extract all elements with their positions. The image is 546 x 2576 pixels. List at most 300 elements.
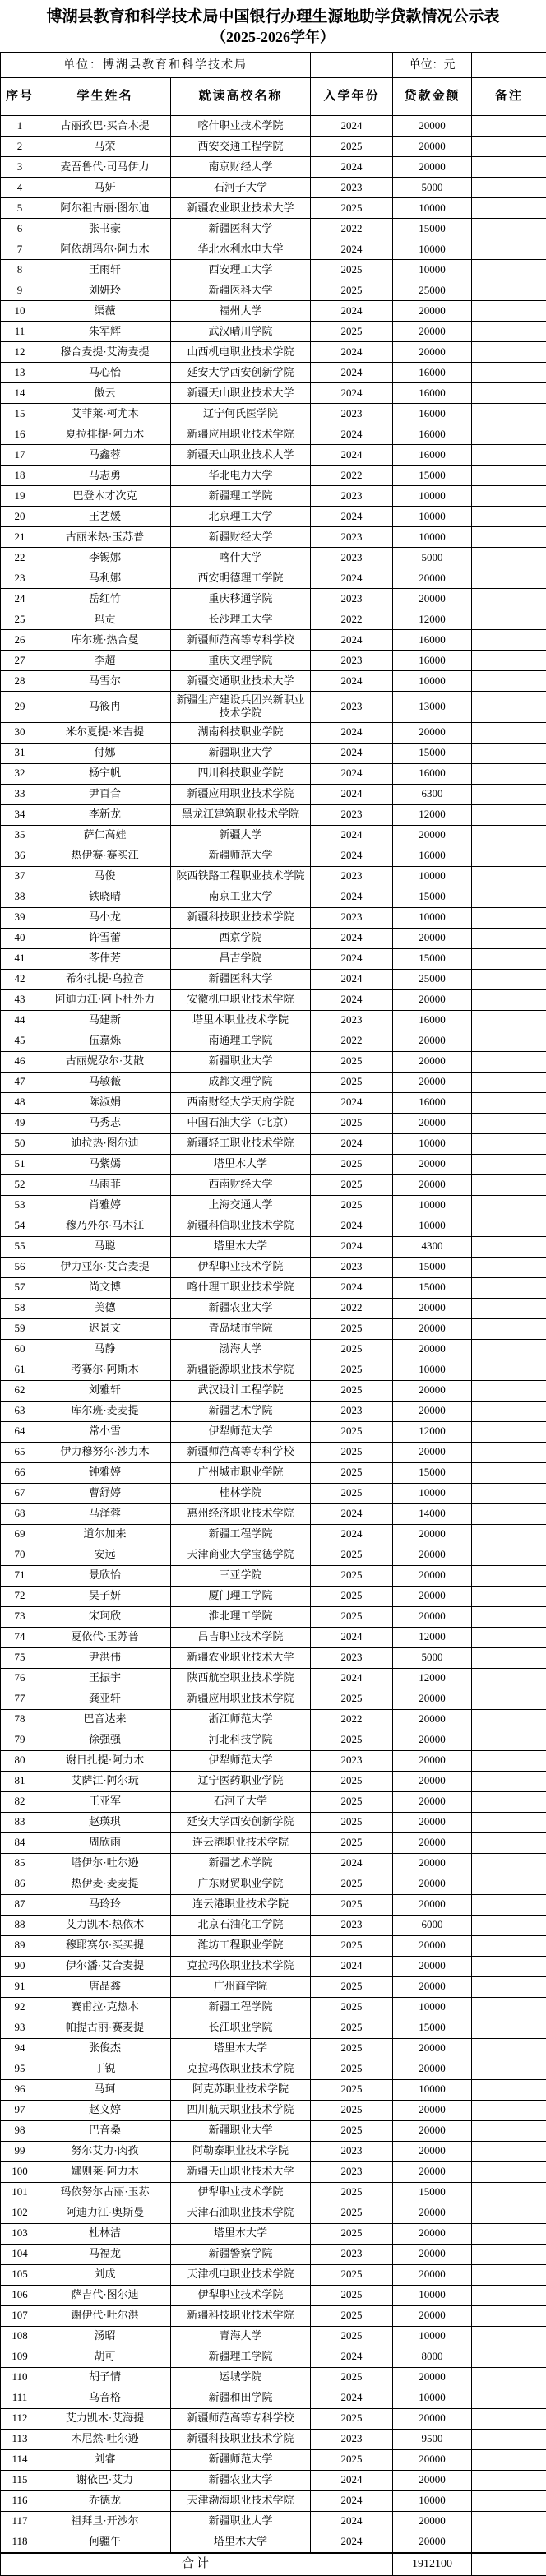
cell-enroll-year: 2025 [311, 1730, 393, 1750]
cell-student-name: 杨宇帆 [39, 763, 171, 784]
cell-loan-amount: 20000 [393, 1339, 472, 1360]
table-row [1, 2244, 546, 2264]
cell-student-name: 徐强强 [39, 1730, 171, 1750]
cell-enroll-year: 2023 [311, 1915, 393, 1935]
cell-seq: 103 [1, 2223, 39, 2244]
table-row [1, 383, 546, 404]
cell-seq: 116 [1, 2490, 39, 2511]
table-row [1, 2223, 546, 2244]
cell-remark [472, 507, 546, 527]
cell-loan-amount: 20000 [393, 2367, 472, 2388]
cell-seq: 13 [1, 363, 39, 383]
table-row [1, 692, 546, 723]
cell-seq: 112 [1, 2408, 39, 2429]
cell-loan-amount: 20000 [393, 2264, 472, 2285]
cell-loan-amount: 12000 [393, 1668, 472, 1689]
total-remark-cell [472, 2553, 546, 2575]
table-row [1, 2203, 546, 2223]
cell-remark [472, 342, 546, 363]
table-row [1, 1668, 546, 1689]
cell-loan-amount: 20000 [393, 342, 472, 363]
table-row [1, 969, 546, 989]
cell-enroll-year: 2025 [311, 2079, 393, 2100]
cell-seq: 37 [1, 866, 39, 887]
cell-remark [472, 1236, 546, 1257]
cell-seq: 83 [1, 1812, 39, 1832]
cell-seq: 98 [1, 2120, 39, 2141]
cell-remark [472, 1298, 546, 1318]
cell-remark [472, 239, 546, 260]
cell-student-name: 夏拉排提·阿力木 [39, 424, 171, 445]
cell-student-name: 谢日扎提·阿力木 [39, 1750, 171, 1771]
cell-school-name: 连云港职业技术学院 [171, 1832, 311, 1853]
header-remark: 备注 [472, 78, 546, 116]
cell-enroll-year: 2023 [311, 486, 393, 507]
cell-enroll-year: 2023 [311, 804, 393, 825]
cell-enroll-year: 2024 [311, 2490, 393, 2511]
cell-seq: 53 [1, 1195, 39, 1216]
cell-seq: 108 [1, 2326, 39, 2347]
cell-remark [472, 1133, 546, 1154]
cell-school-name: 辽宁何氏医学院 [171, 404, 311, 424]
cell-student-name: 美德 [39, 1298, 171, 1318]
cell-enroll-year: 2023 [311, 2141, 393, 2161]
table-row [1, 2120, 546, 2141]
cell-loan-amount: 20000 [393, 1750, 472, 1771]
table-row [1, 1360, 546, 1380]
table-row [1, 1216, 546, 1236]
cell-school-name: 新疆医科大学 [171, 969, 311, 989]
cell-school-name: 新疆理工学院 [171, 2347, 311, 2367]
cell-school-name: 塔里木大学 [171, 1154, 311, 1174]
cell-remark [472, 1668, 546, 1689]
cell-remark [472, 784, 546, 804]
cell-student-name: 古丽米热·玉苏普 [39, 527, 171, 548]
cell-student-name: 祖拜旦·开沙尔 [39, 2511, 171, 2532]
cell-student-name: 塔伊尔·吐尔逊 [39, 1853, 171, 1874]
cell-loan-amount: 16000 [393, 445, 472, 466]
cell-enroll-year: 2025 [311, 2408, 393, 2429]
cell-remark [472, 1627, 546, 1647]
cell-seq: 16 [1, 424, 39, 445]
cell-loan-amount: 16000 [393, 404, 472, 424]
cell-student-name: 周欣雨 [39, 1832, 171, 1853]
cell-loan-amount: 20000 [393, 1894, 472, 1915]
table-row [1, 1771, 546, 1791]
cell-student-name: 巴音达来 [39, 1709, 171, 1730]
table-row [1, 887, 546, 907]
cell-school-name: 长沙理工大学 [171, 609, 311, 630]
cell-school-name: 新疆工程学院 [171, 1997, 311, 2018]
cell-loan-amount: 20000 [393, 301, 472, 322]
cell-school-name: 中国石油大学（北京） [171, 1113, 311, 1133]
table-row [1, 1874, 546, 1894]
cell-remark [472, 1339, 546, 1360]
table-row [1, 1750, 546, 1771]
cell-seq: 56 [1, 1257, 39, 1277]
table-row [1, 763, 546, 784]
cell-school-name: 安徽机电职业技术学院 [171, 989, 311, 1010]
cell-enroll-year: 2025 [311, 2367, 393, 2388]
cell-student-name: 巴音桑 [39, 2120, 171, 2141]
cell-enroll-year: 2025 [311, 1586, 393, 1606]
cell-remark [472, 1503, 546, 1524]
cell-student-name: 伊力穆努尔·沙力木 [39, 1442, 171, 1462]
cell-school-name: 陕西航空职业技术学院 [171, 1668, 311, 1689]
cell-school-name: 新疆师范高等专科学校 [171, 2408, 311, 2429]
table-row [1, 589, 546, 609]
cell-loan-amount: 20000 [393, 825, 472, 846]
cell-school-name: 陕西铁路工程职业技术学院 [171, 866, 311, 887]
cell-loan-amount: 16000 [393, 630, 472, 651]
cell-remark [472, 1606, 546, 1627]
cell-seq: 89 [1, 1935, 39, 1956]
cell-school-name: 伊犁师范大学 [171, 1421, 311, 1442]
cell-remark [472, 1092, 546, 1113]
cell-enroll-year: 2024 [311, 239, 393, 260]
cell-school-name: 西南财经大学 [171, 1174, 311, 1195]
cell-remark [472, 2018, 546, 2038]
table-row [1, 1031, 546, 1051]
cell-remark [472, 1380, 546, 1401]
cell-enroll-year: 2025 [311, 1174, 393, 1195]
table-row [1, 1339, 546, 1360]
cell-remark [472, 1586, 546, 1606]
cell-school-name: 黑龙江建筑职业技术学院 [171, 804, 311, 825]
cell-student-name: 玛依努尔古丽·玉荪 [39, 2182, 171, 2203]
cell-loan-amount: 10000 [393, 2326, 472, 2347]
cell-remark [472, 527, 546, 548]
cell-seq: 71 [1, 1565, 39, 1586]
cell-student-name: 马珂 [39, 2079, 171, 2100]
cell-student-name: 岳红竹 [39, 589, 171, 609]
cell-enroll-year: 2023 [311, 651, 393, 671]
cell-loan-amount: 25000 [393, 969, 472, 989]
cell-seq: 4 [1, 178, 39, 198]
cell-loan-amount: 20000 [393, 589, 472, 609]
cell-loan-amount: 10000 [393, 1216, 472, 1236]
cell-student-name: 乌音格 [39, 2388, 171, 2408]
cell-student-name: 热伊麦·麦麦提 [39, 1874, 171, 1894]
cell-remark [472, 1154, 546, 1174]
cell-loan-amount: 20000 [393, 1689, 472, 1709]
cell-enroll-year: 2024 [311, 722, 393, 743]
cell-remark [472, 1545, 546, 1565]
table-row [1, 239, 546, 260]
cell-seq: 46 [1, 1051, 39, 1072]
cell-remark [472, 1524, 546, 1545]
cell-enroll-year: 2024 [311, 116, 393, 137]
cell-student-name: 许雪蕾 [39, 928, 171, 948]
cell-enroll-year: 2024 [311, 1668, 393, 1689]
cell-remark [472, 198, 546, 219]
cell-remark [472, 157, 546, 178]
cell-loan-amount: 15000 [393, 466, 472, 486]
cell-seq: 21 [1, 527, 39, 548]
table-row [1, 2264, 546, 2285]
cell-school-name: 塔里木大学 [171, 2223, 311, 2244]
cell-enroll-year: 2025 [311, 1976, 393, 1997]
cell-remark [472, 1565, 546, 1586]
cell-seq: 2 [1, 137, 39, 157]
cell-student-name: 王振宇 [39, 1668, 171, 1689]
cell-student-name: 米尔夏提·米吉提 [39, 722, 171, 743]
cell-school-name: 长江职业学院 [171, 2018, 311, 2038]
cell-enroll-year: 2024 [311, 671, 393, 692]
cell-loan-amount: 20000 [393, 116, 472, 137]
cell-student-name: 伍嘉烁 [39, 1031, 171, 1051]
cell-seq: 68 [1, 1503, 39, 1524]
cell-seq: 78 [1, 1709, 39, 1730]
cell-remark [472, 2532, 546, 2552]
cell-student-name: 刘睿 [39, 2449, 171, 2470]
cell-remark [472, 722, 546, 743]
cell-seq: 20 [1, 507, 39, 527]
cell-student-name: 木尼然·吐尔逊 [39, 2429, 171, 2449]
cell-seq: 88 [1, 1915, 39, 1935]
cell-enroll-year: 2024 [311, 1092, 393, 1113]
cell-remark [472, 2408, 546, 2429]
cell-student-name: 热伊赛·赛买江 [39, 846, 171, 866]
table-row [1, 1133, 546, 1154]
cell-enroll-year: 2025 [311, 2305, 393, 2326]
header-school-name: 就读高校名称 [171, 78, 311, 116]
cell-school-name: 四川科技职业学院 [171, 763, 311, 784]
cell-loan-amount: 12000 [393, 1421, 472, 1442]
unit-empty-cell [472, 53, 546, 78]
cell-remark [472, 363, 546, 383]
cell-student-name: 曹舒婷 [39, 1483, 171, 1503]
cell-loan-amount: 20000 [393, 2511, 472, 2532]
cell-seq: 14 [1, 383, 39, 404]
cell-enroll-year: 2024 [311, 1503, 393, 1524]
cell-loan-amount: 10000 [393, 2490, 472, 2511]
cell-seq: 33 [1, 784, 39, 804]
cell-school-name: 新疆天山职业技术大学 [171, 445, 311, 466]
cell-seq: 49 [1, 1113, 39, 1133]
cell-student-name: 库尔班·麦麦提 [39, 1401, 171, 1421]
cell-enroll-year: 2024 [311, 1236, 393, 1257]
cell-school-name: 新疆应用职业技术学院 [171, 424, 311, 445]
cell-seq: 25 [1, 609, 39, 630]
cell-school-name: 西南财经大学天府学院 [171, 1092, 311, 1113]
cell-school-name: 南京财经大学 [171, 157, 311, 178]
table-row [1, 1298, 546, 1318]
cell-enroll-year: 2024 [311, 825, 393, 846]
cell-loan-amount: 16000 [393, 651, 472, 671]
cell-student-name: 刘成 [39, 2264, 171, 2285]
cell-remark [472, 671, 546, 692]
cell-enroll-year: 2025 [311, 2285, 393, 2305]
cell-enroll-year: 2025 [311, 1442, 393, 1462]
table-row [1, 1689, 546, 1709]
cell-loan-amount: 20000 [393, 1318, 472, 1339]
cell-enroll-year: 2023 [311, 548, 393, 568]
cell-seq: 12 [1, 342, 39, 363]
cell-seq: 58 [1, 1298, 39, 1318]
table-row [1, 260, 546, 280]
cell-student-name: 王艺媛 [39, 507, 171, 527]
cell-remark [472, 2285, 546, 2305]
cell-student-name: 艾力凯木·艾海提 [39, 2408, 171, 2429]
cell-enroll-year: 2024 [311, 424, 393, 445]
cell-loan-amount: 20000 [393, 1031, 472, 1051]
cell-seq: 62 [1, 1380, 39, 1401]
cell-remark [472, 887, 546, 907]
cell-loan-amount: 16000 [393, 1010, 472, 1031]
cell-enroll-year: 2024 [311, 2470, 393, 2490]
cell-school-name: 新疆职业大学 [171, 2511, 311, 2532]
cell-student-name: 刘雅轩 [39, 1380, 171, 1401]
cell-loan-amount: 10000 [393, 198, 472, 219]
cell-student-name: 希尔扎提·乌拉音 [39, 969, 171, 989]
cell-enroll-year: 2025 [311, 1791, 393, 1812]
cell-loan-amount: 20000 [393, 2059, 472, 2079]
cell-remark [472, 2038, 546, 2059]
cell-remark [472, 2326, 546, 2347]
cell-seq: 43 [1, 989, 39, 1010]
cell-seq: 93 [1, 2018, 39, 2038]
cell-student-name: 张书豪 [39, 219, 171, 239]
cell-remark [472, 2182, 546, 2203]
table-header-row [1, 78, 546, 116]
cell-school-name: 新疆科技职业技术学院 [171, 2305, 311, 2326]
cell-school-name: 新疆医科大学 [171, 219, 311, 239]
cell-remark [472, 2429, 546, 2449]
cell-enroll-year: 2025 [311, 1935, 393, 1956]
cell-loan-amount: 10000 [393, 1997, 472, 2018]
table-row [1, 1277, 546, 1298]
table-row [1, 907, 546, 928]
cell-remark [472, 2141, 546, 2161]
cell-seq: 81 [1, 1771, 39, 1791]
cell-seq: 106 [1, 2285, 39, 2305]
cell-school-name: 新疆天山职业技术大学 [171, 383, 311, 404]
cell-remark [472, 424, 546, 445]
table-row [1, 1421, 546, 1442]
table-row [1, 2532, 546, 2552]
cell-remark [472, 2059, 546, 2079]
cell-enroll-year: 2024 [311, 157, 393, 178]
cell-seq: 34 [1, 804, 39, 825]
cell-loan-amount: 10000 [393, 671, 472, 692]
cell-loan-amount: 20000 [393, 1154, 472, 1174]
cell-enroll-year: 2024 [311, 342, 393, 363]
cell-loan-amount: 20000 [393, 1874, 472, 1894]
cell-student-name: 马福龙 [39, 2244, 171, 2264]
cell-loan-amount: 20000 [393, 1935, 472, 1956]
cell-seq: 107 [1, 2305, 39, 2326]
cell-student-name: 玛贡 [39, 609, 171, 630]
cell-school-name: 新疆警察学院 [171, 2244, 311, 2264]
table-row [1, 2161, 546, 2182]
cell-student-name: 马鑫蓉 [39, 445, 171, 466]
cell-remark [472, 2347, 546, 2367]
table-row [1, 1915, 546, 1935]
cell-school-name: 新疆师范高等专科学校 [171, 1442, 311, 1462]
cell-seq: 29 [1, 692, 39, 723]
cell-enroll-year: 2023 [311, 1647, 393, 1668]
cell-enroll-year: 2025 [311, 1339, 393, 1360]
cell-seq: 76 [1, 1668, 39, 1689]
cell-loan-amount: 12000 [393, 609, 472, 630]
cell-remark [472, 1997, 546, 2018]
cell-school-name: 上海交通大学 [171, 1195, 311, 1216]
cell-remark [472, 907, 546, 928]
cell-enroll-year: 2024 [311, 989, 393, 1010]
cell-student-name: 巴登木才次克 [39, 486, 171, 507]
cell-remark [472, 2079, 546, 2100]
cell-student-name: 张俊杰 [39, 2038, 171, 2059]
table-row [1, 2038, 546, 2059]
table-row [1, 2470, 546, 2490]
cell-remark [472, 2244, 546, 2264]
cell-seq: 54 [1, 1216, 39, 1236]
table-row [1, 342, 546, 363]
cell-enroll-year: 2023 [311, 866, 393, 887]
table-row [1, 2018, 546, 2038]
cell-school-name: 北京理工大学 [171, 507, 311, 527]
cell-enroll-year: 2022 [311, 1709, 393, 1730]
cell-seq: 5 [1, 198, 39, 219]
cell-enroll-year: 2024 [311, 948, 393, 969]
table-row [1, 466, 546, 486]
cell-student-name: 何疆午 [39, 2532, 171, 2552]
cell-school-name: 渤海大学 [171, 1339, 311, 1360]
cell-remark [472, 137, 546, 157]
table-row [1, 1195, 546, 1216]
cell-school-name: 四川航天职业技术学院 [171, 2100, 311, 2120]
table-row [1, 866, 546, 887]
table-row [1, 1606, 546, 1627]
cell-enroll-year: 2024 [311, 1216, 393, 1236]
cell-school-name: 广州商学院 [171, 1976, 311, 1997]
cell-remark [472, 1709, 546, 1730]
cell-student-name: 唐晶鑫 [39, 1976, 171, 1997]
page-title-line1: 博湖县教育和科学技术局中国银行办理生源地助学贷款情况公示表 [3, 7, 543, 28]
cell-remark [472, 2449, 546, 2470]
cell-student-name: 吴子妍 [39, 1586, 171, 1606]
cell-school-name: 伊犁职业技术学院 [171, 1257, 311, 1277]
cell-student-name: 赛甫拉·克热木 [39, 1997, 171, 2018]
cell-enroll-year: 2025 [311, 1051, 393, 1072]
cell-student-name: 安远 [39, 1545, 171, 1565]
table-row [1, 1853, 546, 1874]
cell-remark [472, 1791, 546, 1812]
table-row [1, 1565, 546, 1586]
cell-loan-amount: 8000 [393, 2347, 472, 2367]
cell-remark [472, 2203, 546, 2223]
table-row [1, 404, 546, 424]
table-row [1, 2511, 546, 2532]
cell-enroll-year: 2024 [311, 630, 393, 651]
cell-remark [472, 301, 546, 322]
cell-remark [472, 1853, 546, 1874]
cell-loan-amount: 20000 [393, 568, 472, 589]
cell-enroll-year: 2025 [311, 1874, 393, 1894]
cell-loan-amount: 10000 [393, 1483, 472, 1503]
cell-loan-amount: 5000 [393, 1647, 472, 1668]
cell-loan-amount: 5000 [393, 178, 472, 198]
cell-seq: 73 [1, 1606, 39, 1627]
cell-loan-amount: 20000 [393, 1174, 472, 1195]
cell-enroll-year: 2025 [311, 1360, 393, 1380]
cell-school-name: 成都文理学院 [171, 1072, 311, 1092]
cell-remark [472, 630, 546, 651]
cell-student-name: 马泽蓉 [39, 1503, 171, 1524]
cell-remark [472, 743, 546, 763]
cell-loan-amount: 10000 [393, 239, 472, 260]
